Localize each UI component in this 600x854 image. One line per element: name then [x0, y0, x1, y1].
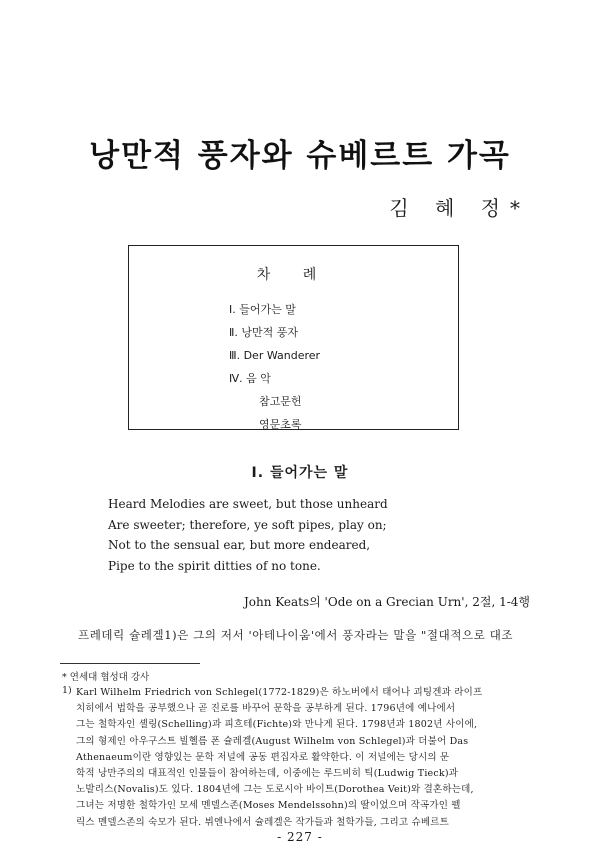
- author-affiliation-note: * 연세대 협성대 강사: [62, 672, 150, 683]
- footnote-line: 그의 형제인 아우구스트 빌헬름 폰 슐레겔(August Wilhelm von Schlegel)과 더불어 Das: [76, 735, 469, 747]
- page-number: - 227 -: [277, 830, 323, 844]
- toc-item: 참고문헌: [259, 395, 302, 408]
- poem-line: Pipe to the spirit ditties of no tone.: [108, 558, 321, 573]
- footnote-divider: [60, 663, 200, 664]
- poem-line: Not to the sensual ear, but more endeared,: [108, 538, 371, 552]
- toc-item: Ⅰ. 들어가는 말: [229, 303, 296, 316]
- footnote-line: 치히에서 법학을 공부했으나 곧 진로를 바꾸어 문학을 공부하게 된다. 1796년에 예나에서: [76, 703, 456, 715]
- toc-heading: 차 례: [256, 267, 331, 283]
- section-heading: Ⅰ. 들어가는 말: [251, 465, 349, 481]
- footnote-text: [76, 685, 482, 831]
- footnote-1: [62, 685, 540, 831]
- toc-list: [229, 298, 320, 436]
- footnote-line: 그는 철학자인 셸링(Schelling)과 피흐테(Fichte)와 만나게 된다. 1798년과 1802년 사이에,: [76, 719, 478, 731]
- toc-item: Ⅱ. 낭만적 풍자: [229, 326, 299, 339]
- body-paragraph: 프레데릭 슐레겔1)은 그의 저서 '아테나이움'에서 풍자라는 말을 "절대적으로 대조: [78, 628, 514, 642]
- footnote-line: 노발리스(Novalis)도 있다. 1804년에 그는 도로시아 바이트(Dorothea Veit)와 결혼하는데,: [76, 784, 474, 796]
- poem-line: Are sweeter; therefore, ye soft pipes, play on;: [108, 517, 387, 532]
- poem-line: Heard Melodies are sweet, but those unheard: [108, 497, 388, 511]
- table-of-contents: [128, 245, 459, 430]
- footnotes: [62, 670, 540, 831]
- toc-item: 영문초록: [259, 418, 302, 431]
- poem-citation: John Keats의 'Ode on a Grecian Urn', 2절, 1-4행: [243, 595, 530, 609]
- footnote-line: 그녀는 저명한 철학가인 모세 멘델스존(Moses Mendelssohn)의 딸이었으며 작곡가인 펠: [76, 800, 461, 812]
- article-title: 낭만적 풍자와 슈베르트 가곡: [89, 138, 511, 174]
- footnote-line: 학적 낭만주의의 대표적인 인물들이 참여하는데, 이중에는 루드비히 틱(Ludwig Tieck)과: [76, 767, 459, 779]
- author-name: 김 혜 정*: [389, 196, 530, 220]
- toc-item: Ⅳ. 음 악: [229, 372, 271, 385]
- epigraph-poem: [108, 494, 388, 576]
- toc-item: Ⅲ. Der Wanderer: [229, 349, 321, 362]
- footnote-line: 릭스 멘델스존의 숙모가 된다. 뷔엔나에서 슐레겔은 작가들과 철학가들, 그리고 슈베르트: [76, 816, 449, 828]
- footnote-line: Athenaeum이란 영향있는 문학 저널에 공동 편집자로 활약한다. 이 저널에는 당시의 문: [76, 751, 450, 763]
- footnote-line: Karl Wilhelm Friedrich von Schlegel(1772-1829)은 하노버에서 태어나 괴팅겐과 라이프: [76, 687, 483, 698]
- footnote-number: 1): [62, 685, 72, 696]
